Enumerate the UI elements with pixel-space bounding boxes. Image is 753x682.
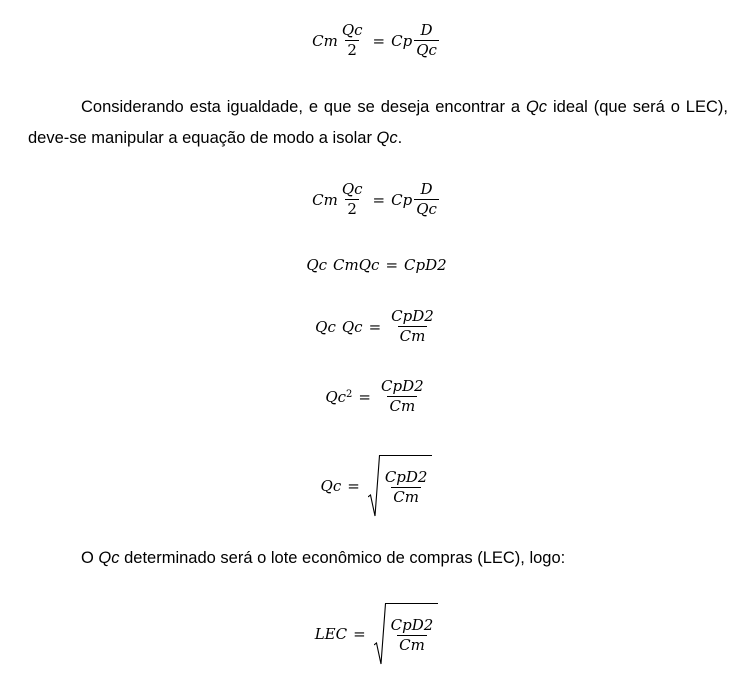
square-root: [368, 455, 433, 517]
var-qc: Qc: [325, 387, 347, 406]
exponent: 2: [346, 389, 353, 400]
numerator: CpD2: [390, 616, 434, 634]
radicand: [386, 603, 439, 665]
numerator: Qc: [341, 180, 363, 198]
denominator: 2: [347, 200, 357, 218]
radicand: [380, 455, 433, 517]
equation-multiply-step: [0, 256, 753, 274]
denominator: 2: [347, 41, 357, 59]
paragraph-considerando: [28, 92, 728, 154]
paragraph-text: Considerando esta igualdade, e que se deseja encontrar a: [81, 98, 526, 116]
var-lec: LEC: [314, 625, 348, 643]
italic-qc: Qc: [98, 549, 120, 567]
paragraph-text: .: [397, 129, 403, 147]
paragraph-qc-determinado: [28, 543, 728, 574]
paragraph-text: O: [81, 549, 99, 567]
denominator: Cm: [399, 327, 426, 345]
numerator: CpD2: [391, 307, 434, 325]
italic-qc: Qc: [525, 98, 548, 116]
paragraph-text: determinado será o lote econômico de compras (LEC), logo:: [119, 549, 566, 567]
equals-sign: =: [385, 256, 399, 274]
term-cmqc: CmQc: [333, 256, 380, 274]
fraction-d-over-qc: [414, 22, 439, 59]
fraction-cpd2-over-cm: [389, 617, 436, 654]
fraction-cpd2-over-cm: [379, 378, 426, 415]
var-cm: Cm: [312, 190, 338, 209]
numerator: D: [420, 21, 433, 39]
equation-lec-formula: [0, 603, 753, 665]
equals-sign: =: [353, 625, 366, 643]
fraction-qc-over-2: [340, 181, 365, 218]
fraction-qc-over-2: [340, 22, 365, 59]
var-qc: Qc: [306, 256, 328, 274]
equation-sqrt-step: [0, 455, 753, 517]
equals-sign: =: [368, 317, 382, 336]
italic-qc: Qc: [376, 129, 398, 147]
radical-sign-icon: [374, 603, 386, 665]
equals-sign: =: [358, 387, 371, 406]
numerator: CpD2: [384, 468, 428, 486]
term-cpd2: CpD2: [404, 256, 447, 274]
equals-sign: =: [372, 190, 386, 209]
equation-cost-balance-repeat: [0, 181, 753, 218]
numerator: CpD2: [381, 377, 424, 395]
fraction-cpd2-over-cm: [389, 308, 436, 345]
var-qc: Qc: [315, 317, 336, 336]
fraction-d-over-qc: [414, 181, 439, 218]
equals-sign: =: [347, 477, 360, 495]
numerator: D: [420, 180, 433, 198]
radical-sign-icon: [368, 455, 380, 517]
equation-divide-step: [0, 308, 753, 345]
denominator: Cm: [393, 488, 419, 506]
equation-cost-balance: [0, 22, 753, 59]
var-qc: Qc: [320, 477, 342, 495]
var-qc: Qc: [341, 317, 363, 336]
denominator: Qc: [416, 200, 437, 218]
fraction-cpd2-over-cm: [383, 469, 430, 506]
denominator: Cm: [389, 397, 416, 415]
numerator: Qc: [341, 21, 363, 39]
equation-squared-step: [0, 378, 753, 415]
var-cp: Cp: [391, 190, 413, 209]
var-cm: Cm: [312, 31, 338, 50]
paragraph-text: ideal (que será o LEC), deve-se manipular a equação de modo a isolar: [28, 98, 728, 147]
square-root: [374, 603, 439, 665]
var-cp: Cp: [391, 31, 413, 50]
denominator: Qc: [416, 41, 437, 59]
denominator: Cm: [399, 636, 425, 654]
equals-sign: =: [372, 31, 386, 50]
